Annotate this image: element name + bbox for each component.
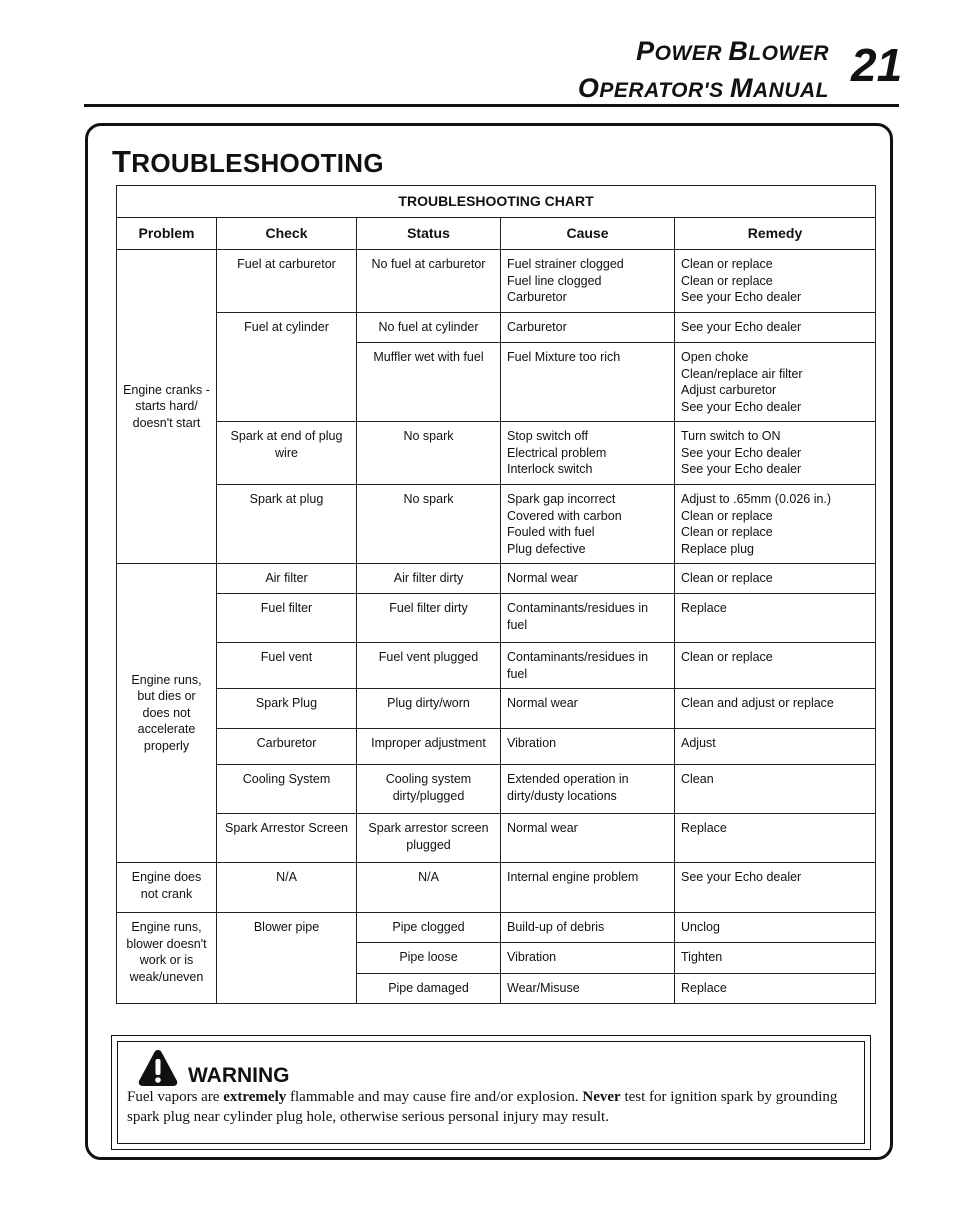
cause-cell xyxy=(501,422,675,485)
remedy-cell xyxy=(675,729,876,765)
cause-cell xyxy=(501,594,675,643)
table-row xyxy=(117,729,876,765)
header-status: Status xyxy=(357,218,501,250)
cause-line: Fouled with fuel xyxy=(507,525,595,539)
remedy-line: Adjust carburetor xyxy=(681,383,777,397)
table-row xyxy=(117,863,876,913)
table-row xyxy=(117,594,876,643)
warning-text-part: flammable and may cause fire and/or explosion. xyxy=(286,1089,583,1105)
status-cell: No spark xyxy=(357,422,501,485)
cause-line: Electrical problem xyxy=(507,445,607,460)
page-number: 21 xyxy=(851,39,903,91)
cause-line: Carburetor xyxy=(507,290,567,304)
cause-line: Fuel line clogged xyxy=(507,273,602,288)
remedy-line: Clean/replace air filter xyxy=(681,366,803,381)
table-row xyxy=(117,913,876,943)
title-letter: P xyxy=(636,36,655,66)
title-letter: M xyxy=(730,73,753,103)
remedy-cell xyxy=(675,689,876,729)
remedy-line: Clean or replace xyxy=(681,508,773,523)
status-cell: No spark xyxy=(357,485,501,564)
remedy-line: Replace xyxy=(681,981,727,995)
table-row xyxy=(117,689,876,729)
title-text: PERATOR'S xyxy=(599,79,730,102)
cause-line: Plug defective xyxy=(507,541,586,556)
title-text: ANUAL xyxy=(753,79,829,102)
status-cell: Pipe clogged xyxy=(357,913,501,943)
check-cell: Fuel at carburetor xyxy=(217,250,357,313)
warning-text xyxy=(127,1088,852,1127)
remedy-cell xyxy=(675,250,876,313)
cause-line: Contaminants/residues in fuel xyxy=(507,650,649,681)
remedy-cell xyxy=(675,913,876,943)
remedy-line: Replace xyxy=(681,821,727,835)
cause-cell xyxy=(501,729,675,765)
warning-emphasis: Never xyxy=(582,1089,621,1105)
cause-line: Carburetor xyxy=(507,320,567,334)
cause-cell xyxy=(501,643,675,689)
cause-cell xyxy=(501,814,675,863)
remedy-line: Tighten xyxy=(681,950,723,964)
remedy-cell xyxy=(675,643,876,689)
table-row xyxy=(117,564,876,594)
table-row xyxy=(117,313,876,343)
section-title-rest: ROUBLESHOOTING xyxy=(131,148,384,178)
problem-cell: Engine runs, but dies or does not accelerate properly xyxy=(117,564,217,863)
remedy-line: Clean or replace xyxy=(681,525,773,539)
cause-cell xyxy=(501,863,675,913)
warning-text-part: test for ignition spark by grounding spark plug near cylinder plug hole, otherwise serious personal injury may result. xyxy=(127,1089,838,1125)
remedy-line: See your Echo dealer xyxy=(681,462,802,476)
problem-cell: Engine runs, blower doesn't work or is weak/uneven xyxy=(117,913,217,1004)
cause-cell xyxy=(501,485,675,564)
remedy-cell xyxy=(675,765,876,814)
cause-cell xyxy=(501,564,675,594)
cause-line: Normal wear xyxy=(507,821,578,835)
warning-inner-border xyxy=(117,1041,865,1144)
remedy-cell xyxy=(675,974,876,1004)
table-row xyxy=(117,814,876,863)
status-cell: Spark arrestor screen plugged xyxy=(357,814,501,863)
status-cell: Improper adjustment xyxy=(357,729,501,765)
cause-line: Spark gap incorrect xyxy=(507,492,616,506)
remedy-cell xyxy=(675,814,876,863)
header-problem: Problem xyxy=(117,218,217,250)
cause-cell xyxy=(501,689,675,729)
title-text: OWER xyxy=(654,42,729,65)
cause-line: Vibration xyxy=(507,950,557,964)
check-cell: N/A xyxy=(217,863,357,913)
remedy-line: Clean xyxy=(681,772,714,786)
remedy-line: Clean or replace xyxy=(681,571,773,585)
remedy-line: Clean or replace xyxy=(681,273,773,288)
problem-cell: Engine cranks - starts hard/ doesn't start xyxy=(117,250,217,564)
remedy-cell xyxy=(675,422,876,485)
remedy-cell xyxy=(675,564,876,594)
manual-title-line2 xyxy=(578,71,829,108)
remedy-cell xyxy=(675,863,876,913)
remedy-cell xyxy=(675,943,876,974)
troubleshooting-chart xyxy=(116,185,876,1004)
remedy-line: Clean or replace xyxy=(681,650,773,664)
check-cell: Cooling System xyxy=(217,765,357,814)
status-cell: Fuel vent plugged xyxy=(357,643,501,689)
remedy-line: Adjust xyxy=(681,736,716,750)
remedy-cell xyxy=(675,343,876,422)
check-cell: Spark at plug xyxy=(217,485,357,564)
remedy-line: Unclog xyxy=(681,920,720,934)
warning-emphasis: extremely xyxy=(223,1089,287,1105)
cause-line: Normal wear xyxy=(507,696,578,710)
status-cell: Fuel filter dirty xyxy=(357,594,501,643)
table-row xyxy=(117,765,876,814)
cause-cell xyxy=(501,974,675,1004)
check-cell: Fuel filter xyxy=(217,594,357,643)
remedy-line: Open choke xyxy=(681,350,749,364)
cause-line: Vibration xyxy=(507,736,557,750)
check-cell: Spark Plug xyxy=(217,689,357,729)
table-row xyxy=(117,643,876,689)
remedy-line: See your Echo dealer xyxy=(681,399,802,414)
cause-line: Stop switch off xyxy=(507,429,589,443)
warning-box xyxy=(111,1035,871,1150)
title-letter: B xyxy=(728,36,749,66)
cause-line: Covered with carbon xyxy=(507,508,622,523)
header-rule xyxy=(84,104,899,107)
title-letter: O xyxy=(577,73,600,103)
check-cell: Fuel vent xyxy=(217,643,357,689)
cause-line: Interlock switch xyxy=(507,462,593,476)
cause-cell xyxy=(501,943,675,974)
remedy-line: Turn switch to ON xyxy=(681,429,781,443)
cause-line: Normal wear xyxy=(507,571,578,585)
remedy-line: Clean or replace xyxy=(681,257,773,271)
chart-caption: TROUBLESHOOTING CHART xyxy=(117,186,876,218)
status-cell: No fuel at carburetor xyxy=(357,250,501,313)
cause-line: Internal engine problem xyxy=(507,870,639,884)
title-text: LOWER xyxy=(748,42,829,65)
cause-line: Wear/Misuse xyxy=(507,981,580,995)
remedy-line: Replace xyxy=(681,601,727,615)
status-cell: Pipe loose xyxy=(357,943,501,974)
check-cell: Blower pipe xyxy=(217,913,357,1004)
status-cell: Cooling system dirty/plugged xyxy=(357,765,501,814)
table-row xyxy=(117,485,876,564)
remedy-line: Adjust to .65mm (0.026 in.) xyxy=(681,492,832,506)
remedy-cell xyxy=(675,594,876,643)
status-cell: Air filter dirty xyxy=(357,564,501,594)
cause-cell xyxy=(501,343,675,422)
cause-line: Contaminants/residues in fuel xyxy=(507,601,649,632)
header-cause: Cause xyxy=(501,218,675,250)
problem-cell: Engine does not crank xyxy=(117,863,217,913)
cause-cell xyxy=(501,313,675,343)
remedy-line: See your Echo dealer xyxy=(681,445,802,460)
remedy-line: Replace plug xyxy=(681,541,754,556)
status-cell: N/A xyxy=(357,863,501,913)
check-cell: Carburetor xyxy=(217,729,357,765)
header-check: Check xyxy=(217,218,357,250)
status-cell: Pipe damaged xyxy=(357,974,501,1004)
warning-triangle-icon xyxy=(138,1049,178,1087)
table-row xyxy=(117,250,876,313)
cause-cell xyxy=(501,913,675,943)
remedy-line: See your Echo dealer xyxy=(681,870,802,884)
cause-cell xyxy=(501,250,675,313)
check-cell: Fuel at cylinder xyxy=(217,313,357,422)
cause-line: Extended operation in dirty/dusty locations xyxy=(507,772,629,803)
remedy-line: See your Echo dealer xyxy=(681,320,802,334)
cause-line: Fuel Mixture too rich xyxy=(507,350,621,364)
remedy-line: Clean and adjust or replace xyxy=(681,696,834,710)
remedy-cell xyxy=(675,485,876,564)
status-cell: No fuel at cylinder xyxy=(357,313,501,343)
warning-title: WARNING xyxy=(188,1064,290,1087)
table-row xyxy=(117,422,876,485)
header-remedy: Remedy xyxy=(675,218,876,250)
remedy-line: See your Echo dealer xyxy=(681,290,802,304)
check-cell: Spark Arrestor Screen xyxy=(217,814,357,863)
cause-line: Build-up of debris xyxy=(507,920,605,934)
cause-cell xyxy=(501,765,675,814)
manual-title xyxy=(578,34,829,108)
status-cell: Muffler wet with fuel xyxy=(357,343,501,422)
warning-text-part: Fuel vapors are xyxy=(127,1089,224,1105)
section-title xyxy=(112,144,384,180)
manual-title-line1 xyxy=(578,34,829,71)
status-cell: Plug dirty/worn xyxy=(357,689,501,729)
cause-line: Fuel strainer clogged xyxy=(507,257,624,271)
remedy-cell xyxy=(675,313,876,343)
check-cell: Air filter xyxy=(217,564,357,594)
section-title-cap: T xyxy=(112,144,132,179)
check-cell: Spark at end of plug wire xyxy=(217,422,357,485)
